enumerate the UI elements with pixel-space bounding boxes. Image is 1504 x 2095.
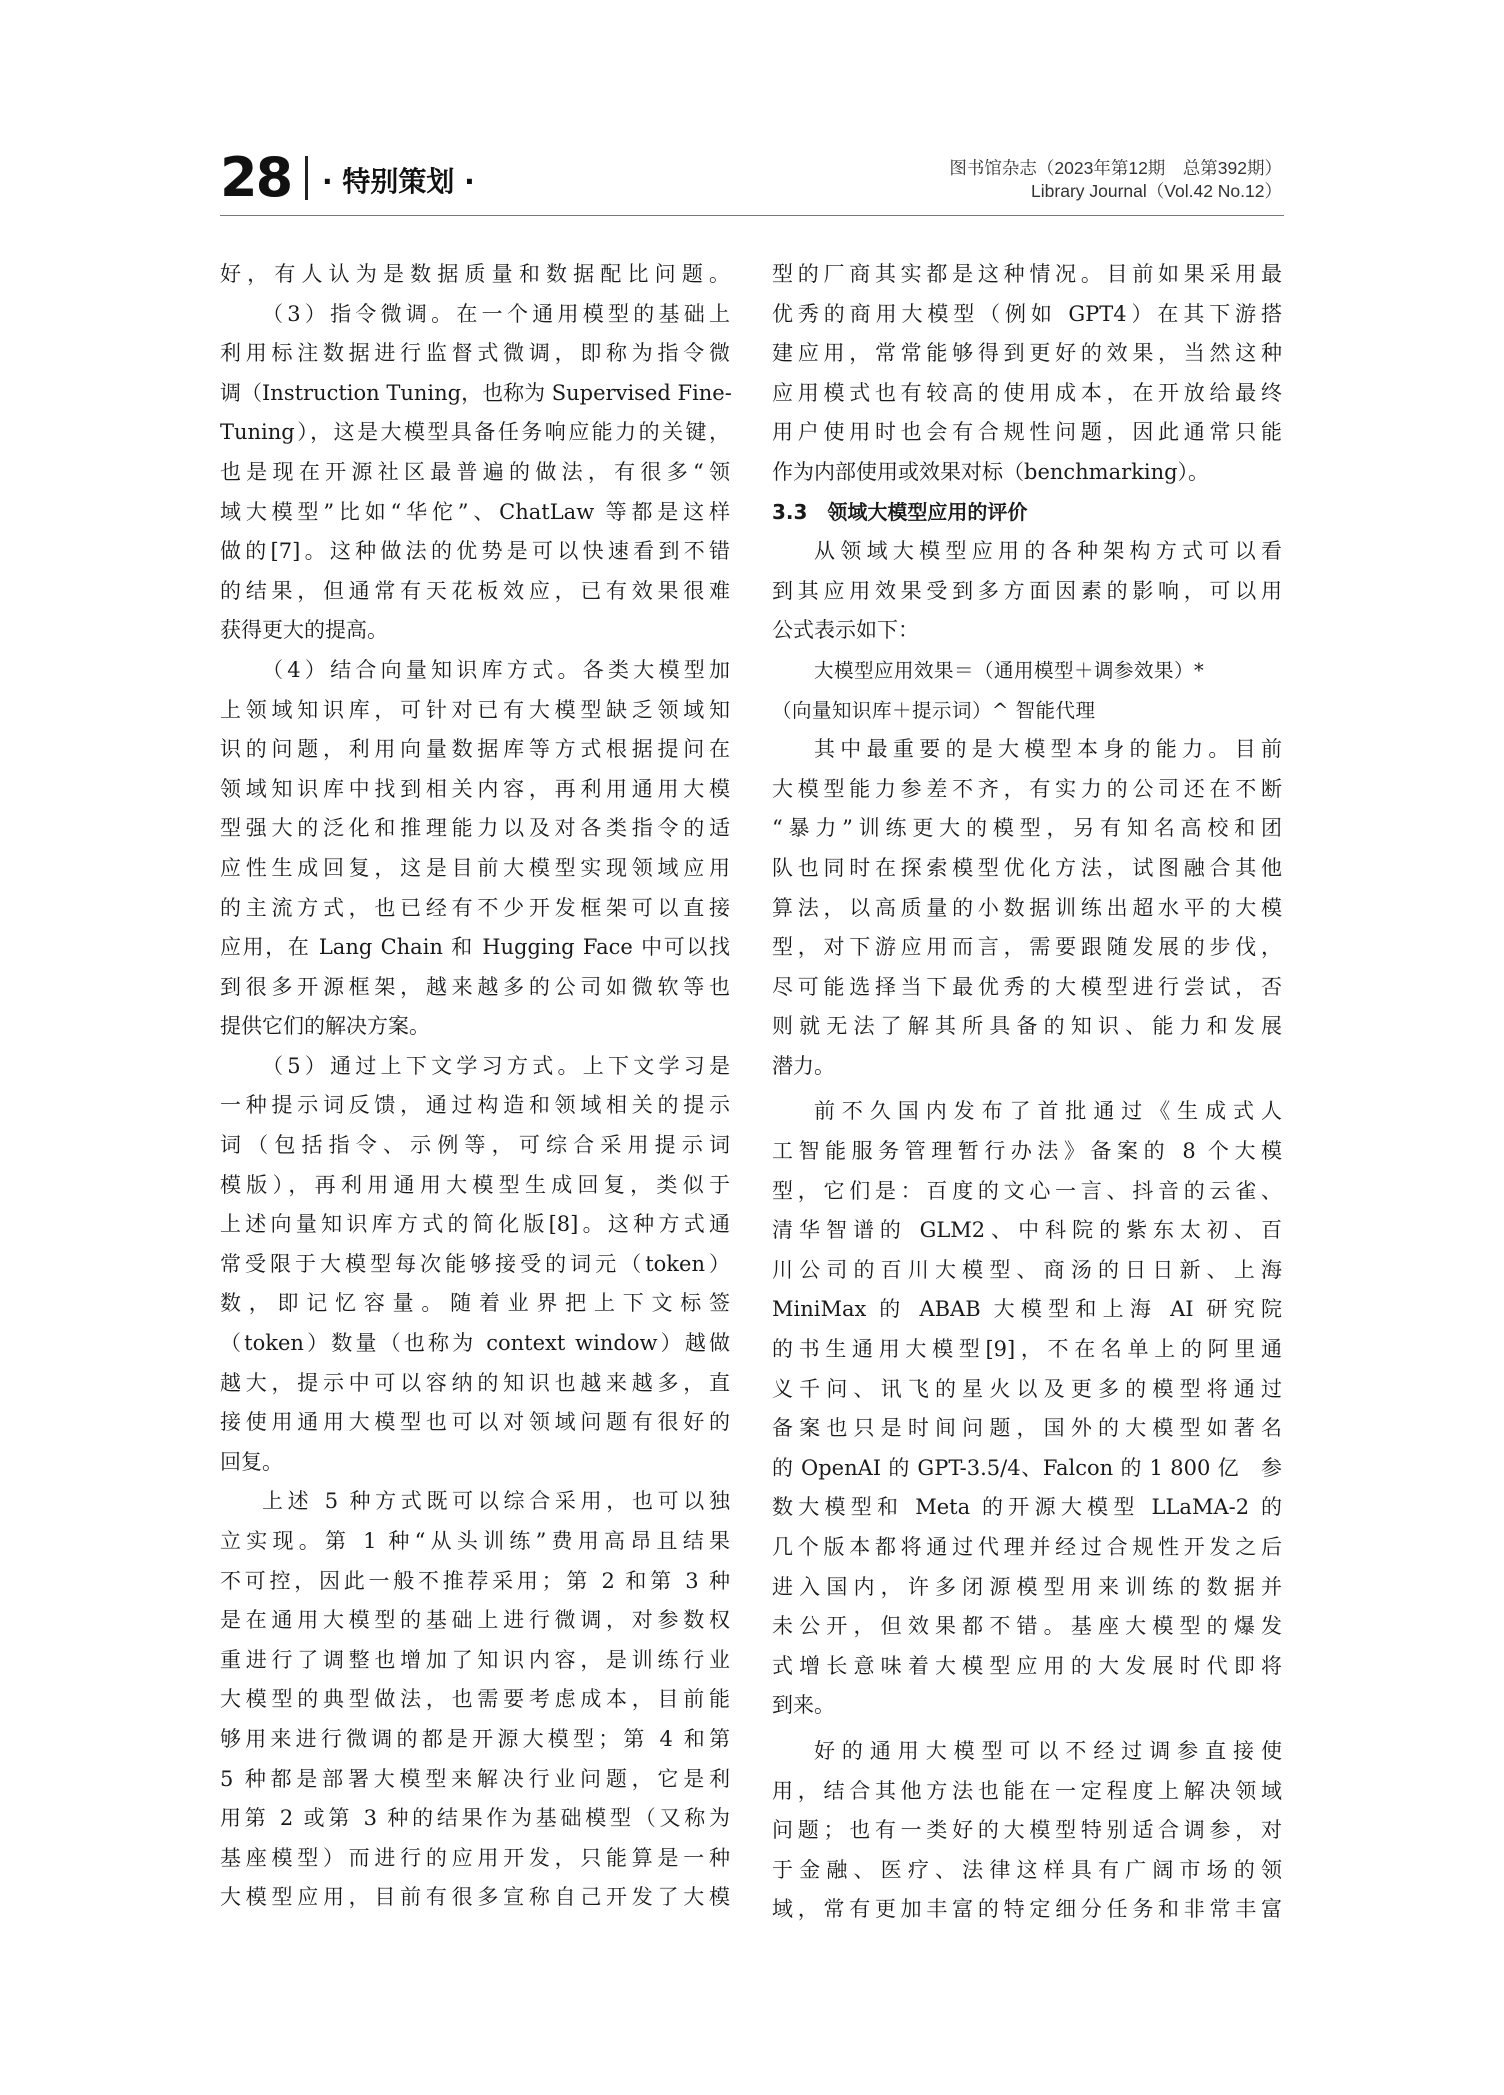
text-line: 川公司的百川大模型、商汤的日日新、上海 — [772, 1257, 1282, 1282]
journal-name-en: Library Journal（Vol.42 No.12） — [1031, 181, 1282, 201]
text-line: 的主流方式，也已经有不少开发框架可以直接 — [220, 895, 730, 920]
text-line: 上述向量知识库方式的简化版[8]。这种方式通 — [220, 1212, 730, 1237]
text-line: 前不久国内发布了首批通过《生成式人 — [814, 1099, 1282, 1124]
text-line: 数，即记忆容量。随着业界把上下文标签 — [220, 1291, 730, 1316]
text-line: 型强大的泛化和推理能力以及对各类指令的适 — [220, 816, 730, 841]
text-line: 立实现。第 1 种“从头训练”费用高昂且结果 — [220, 1529, 730, 1553]
text-line: 域，常有更加丰富的特定细分任务和非常丰富 — [772, 1897, 1282, 1922]
text-line: 尽可能选择当下最优秀的大模型进行尝试，否 — [772, 974, 1282, 999]
text-line: 利用标注数据进行监督式微调，即称为指令微 — [220, 341, 730, 366]
text-line: 调（Instruction Tuning，也称为 Supervised Fine- — [220, 380, 732, 405]
text-line: 到很多开源框架，越来越多的公司如微软等也 — [220, 974, 730, 999]
text-line: MiniMax 的 ABAB 大模型和上海 AI 研究院 — [772, 1297, 1282, 1322]
text-line: 未公开，但效果都不错。基座大模型的爆发 — [772, 1614, 1282, 1639]
text-line: （5）通过上下文学习方式。上下文学习是 — [262, 1053, 730, 1078]
text-line: 大模型能力参差不齐，有实力的公司还在不断 — [772, 776, 1282, 801]
text-line: 算法，以高质量的小数据训练出超水平的大模 — [772, 895, 1282, 920]
text-line: 几个版本都将通过代理并经过合规性开发之后 — [772, 1535, 1282, 1559]
text-line: 型的厂商其实都是这种情况。目前如果采用最 — [772, 262, 1282, 286]
text-line: 则就无法了解其所具备的知识、能力和发展 — [772, 1014, 1282, 1039]
text-line: 从领域大模型应用的各种架构方式可以看 — [814, 539, 1282, 564]
text-line: 不可控，因此一般不推荐采用；第 2 和第 3 种 — [220, 1568, 730, 1593]
text-line: 于金融、医疗、法律这样具有广阔市场的领 — [772, 1857, 1282, 1882]
text-line: 重进行了调整也增加了知识内容，是训练行业 — [220, 1647, 730, 1672]
text-line: 进入国内，许多闭源模型用来训练的数据并 — [772, 1574, 1282, 1599]
text-line: 的书生通用大模型[9]，不在名单上的阿里通 — [772, 1337, 1282, 1362]
text-line: （3）指令微调。在一个通用模型的基础上 — [262, 301, 730, 326]
text-line: 优秀的商用大模型（例如 GPT4）在其下游搭 — [772, 301, 1282, 326]
text-line: 常受限于大模型每次能够接受的词元（token） — [220, 1251, 730, 1276]
text-line: 词（包括指令、示例等，可综合采用提示词 — [220, 1133, 730, 1158]
text-line: 备案也只是时间问题，国外的大模型如著名 — [772, 1416, 1282, 1441]
text-line: 队也同时在探索模型优化方法，试图融合其他 — [772, 855, 1282, 880]
text-line: “暴力”训练更大的模型，另有知名高校和团 — [772, 816, 1282, 841]
text-line: 型，它们是：百度的文心一言、抖音的云雀、 — [772, 1178, 1282, 1203]
text-line: 获得更大的提高。 — [220, 618, 388, 643]
text-line: （4）结合向量知识库方式。各类大模型加 — [262, 657, 730, 682]
text-line: 建应用，常常能够得到更好的效果，当然这种 — [772, 341, 1282, 366]
text-line: 用，结合其他方法也能在一定程度上解决领域 — [772, 1778, 1282, 1803]
page-number: 28 — [220, 146, 292, 209]
text-line: 作为内部使用或效果对标（benchmarking）。 — [772, 459, 1210, 484]
section-title: · 特别策划 · — [322, 165, 475, 198]
section-heading: 3.3 领域大模型应用的评价 — [772, 499, 1028, 524]
text-line: 基座模型）而进行的应用开发，只能算是一种 — [220, 1845, 730, 1870]
text-line: 5 种都是部署大模型来解决行业问题，它是利 — [220, 1766, 730, 1791]
text-line: 回复。 — [220, 1449, 283, 1474]
text-line: 工智能服务管理暂行办法》备案的 8 个大模 — [772, 1139, 1282, 1164]
text-line: 公式表示如下： — [772, 618, 919, 643]
text-line: （token）数量（也称为 context window）越做 — [220, 1331, 730, 1356]
text-line: 越大，提示中可以容纳的知识也越来越多，直 — [220, 1370, 730, 1395]
text-line: 到其应用效果受到多方面因素的影响，可以用 — [772, 578, 1282, 603]
text-line: 接使用通用大模型也可以对领域问题有很好的 — [220, 1410, 730, 1435]
text-line: 义千问、讯飞的星火以及更多的模型将通过 — [772, 1376, 1282, 1401]
text-line: 清华智谱的 GLM2、中科院的紫东太初、百 — [772, 1218, 1282, 1243]
text-line: 其中最重要的是大模型本身的能力。目前 — [814, 737, 1282, 762]
text-line: 模版），再利用通用大模型生成回复，类似于 — [220, 1172, 730, 1197]
journal-info — [949, 157, 1282, 203]
text-line: 数大模型和 Meta 的开源大模型 LLaMA-2 的 — [772, 1495, 1282, 1520]
journal-name-cn: 图书馆杂志（2023年第12期 总第392期） — [949, 158, 1282, 178]
header-separator — [305, 156, 308, 200]
text-line: 上领域知识库，可针对已有大模型缺乏领域知 — [220, 697, 730, 722]
text-line: 一种提示词反馈，通过构造和领域相关的提示 — [220, 1093, 730, 1118]
text-line: 型，对下游应用而言，需要跟随发展的步伐， — [772, 935, 1282, 960]
text-line: 是在通用大模型的基础上进行微调，对参数权 — [220, 1608, 730, 1633]
text-line: 域大模型”比如“华佗”、ChatLaw 等都是这样 — [220, 499, 730, 524]
text-line: 好，有人认为是数据质量和数据配比问题。 — [220, 262, 730, 286]
right-column — [772, 255, 1282, 1930]
text-line: Tuning），这是大模型具备任务响应能力的关键， — [220, 420, 730, 445]
text-line: 也是现在开源社区最普遍的做法，有很多“领 — [220, 459, 730, 484]
text-line: 识的问题，利用向量数据库等方式根据提问在 — [220, 737, 730, 762]
text-line: 够用来进行微调的都是开源大模型；第 4 和第 — [220, 1726, 730, 1751]
text-line: 上述 5 种方式既可以综合采用，也可以独 — [262, 1489, 730, 1514]
formula-line: （向量知识库＋提示词）^ 智能代理 — [772, 698, 1096, 722]
text-line: 做的[7]。这种做法的优势是可以快速看到不错 — [220, 539, 730, 564]
header-rule — [220, 215, 1284, 216]
page-header — [0, 0, 1504, 230]
text-line: 式增长意味着大模型应用的大发展时代即将 — [772, 1653, 1282, 1678]
text-line: 的 OpenAI 的 GPT-3.5/4、Falcon 的 1 800 亿 参 — [772, 1455, 1282, 1480]
text-line: 到来。 — [772, 1693, 835, 1718]
left-column — [220, 255, 730, 1918]
text-line: 应用，在 Lang Chain 和 Hugging Face 中可以找 — [220, 935, 730, 960]
text-line: 应性生成回复，这是目前大模型实现领域应用 — [220, 855, 730, 880]
text-line: 问题；也有一类好的大模型特别适合调参，对 — [772, 1818, 1282, 1843]
text-line: 应用模式也有较高的使用成本，在开放给最终 — [772, 380, 1282, 405]
text-line: 用第 2 或第 3 种的结果作为基础模型（又称为 — [220, 1806, 730, 1831]
text-line: 提供它们的解决方案。 — [220, 1014, 430, 1039]
text-line: 大模型的典型做法，也需要考虑成本，目前能 — [220, 1687, 730, 1712]
text-line: 大模型应用，目前有很多宣称自己开发了大模 — [220, 1885, 730, 1910]
text-line: 用户使用时也会有合规性问题，因此通常只能 — [772, 420, 1282, 445]
text-line: 领域知识库中找到相关内容，再利用通用大模 — [220, 776, 730, 801]
text-line: 的结果，但通常有天花板效应，已有效果很难 — [220, 578, 730, 603]
text-line: 好的通用大模型可以不经过调参直接使 — [814, 1738, 1282, 1763]
formula-line: 大模型应用效果＝（通用模型＋调参效果）* — [814, 658, 1205, 682]
text-line: 潜力。 — [772, 1053, 835, 1078]
